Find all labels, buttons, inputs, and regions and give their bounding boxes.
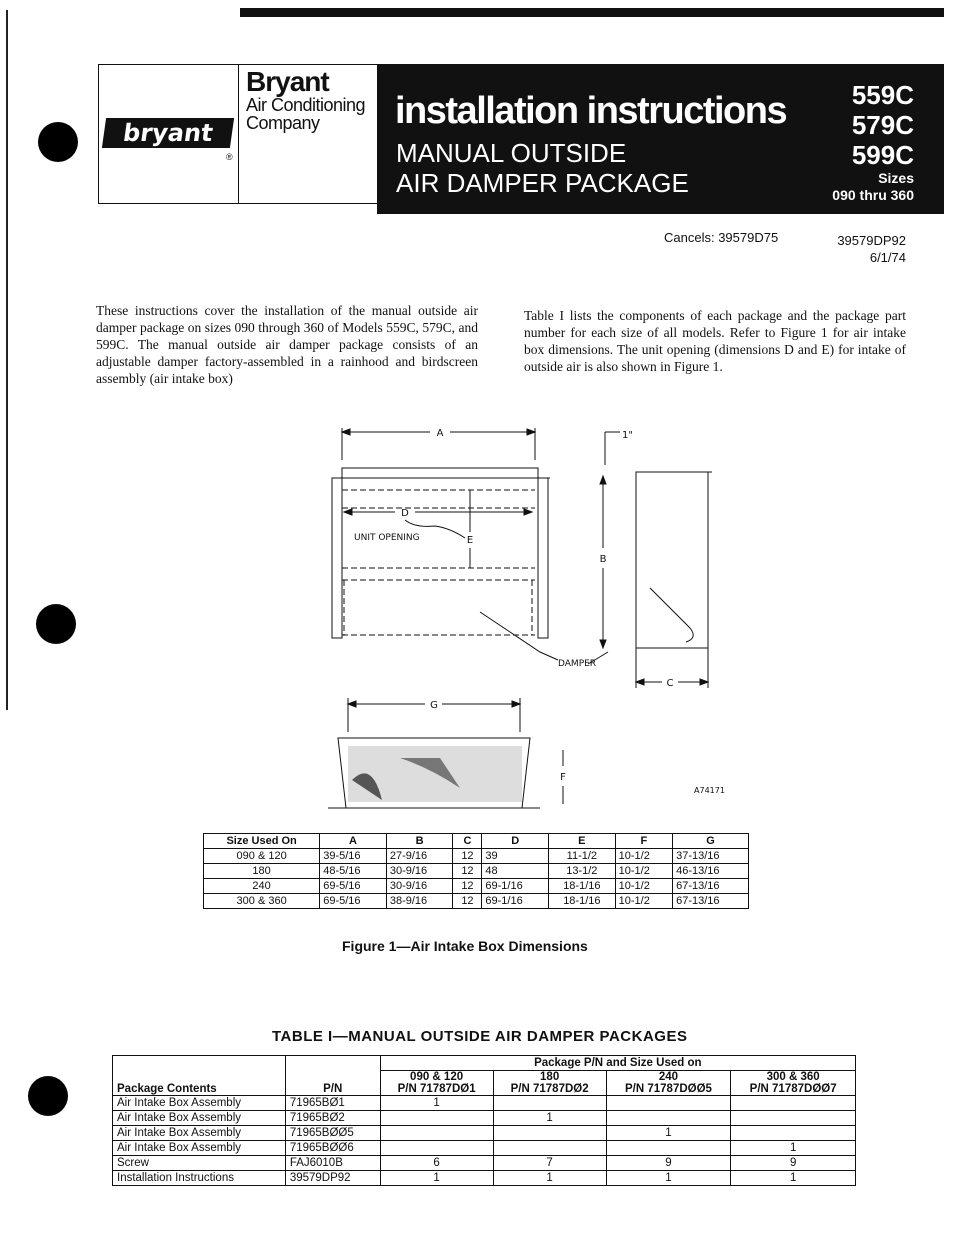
subtitle-line2: AIR DAMPER PACKAGE	[396, 168, 689, 198]
punch-hole-icon	[38, 122, 78, 162]
sizes-range: 090 thru 360	[832, 187, 914, 203]
cell: 12	[453, 864, 482, 879]
cell	[493, 1141, 606, 1156]
cell: 10-1/2	[615, 849, 672, 864]
cell: 39	[482, 849, 549, 864]
label-b: B	[599, 554, 607, 565]
dimension-table-header	[204, 834, 749, 849]
cell: 1	[606, 1126, 731, 1141]
cell: 11-1/2	[549, 849, 616, 864]
doc-id	[837, 232, 906, 266]
cell: 69-1/16	[482, 894, 549, 909]
label-f: F	[560, 772, 566, 783]
model-3: 599C	[851, 140, 914, 170]
table-row	[113, 1141, 856, 1156]
table-row	[204, 879, 749, 894]
col-size-1	[380, 1071, 493, 1096]
cell: Air Intake Box Assembly	[113, 1111, 286, 1126]
col-pn: P/N	[285, 1056, 380, 1096]
label-d: D	[401, 508, 409, 519]
label-g: G	[430, 700, 438, 711]
cell: 240	[204, 879, 320, 894]
top-view	[328, 698, 566, 808]
group-header: Package P/N and Size Used on	[380, 1056, 855, 1071]
package-table-group-header	[113, 1056, 856, 1071]
cell: 12	[453, 879, 482, 894]
cell: 39-5/16	[320, 849, 387, 864]
cell: 27-9/16	[386, 849, 453, 864]
cell: Air Intake Box Assembly	[113, 1126, 286, 1141]
cell: 9	[606, 1156, 731, 1171]
company-block	[246, 68, 365, 132]
col-g: G	[673, 834, 749, 849]
label-one-inch: 1"	[622, 430, 633, 441]
cell: Installation Instructions	[113, 1171, 286, 1186]
label-e: E	[466, 535, 474, 546]
col-size-4	[731, 1071, 856, 1096]
cell: 1	[606, 1171, 731, 1186]
cell: 37-13/16	[673, 849, 749, 864]
model-list	[832, 80, 914, 204]
cell: 180	[204, 864, 320, 879]
col-a: A	[320, 834, 387, 849]
cell: 7	[493, 1156, 606, 1171]
cell: 10-1/2	[615, 864, 672, 879]
col-e: E	[549, 834, 616, 849]
page-subtitle	[396, 138, 689, 198]
cell: 1	[380, 1171, 493, 1186]
cell: 12	[453, 849, 482, 864]
cell: 30-9/16	[386, 864, 453, 879]
package-table	[112, 1055, 856, 1186]
cell: 39579DP92	[285, 1171, 380, 1186]
size-label: 090 & 120	[410, 1071, 464, 1083]
cell: 090 & 120	[204, 849, 320, 864]
cell	[731, 1126, 856, 1141]
col-d: D	[482, 834, 549, 849]
doc-number: 39579DP92	[837, 233, 906, 248]
cell	[731, 1111, 856, 1126]
side-view	[588, 430, 712, 689]
col-package-contents: Package Contents	[113, 1056, 286, 1096]
dimension-table	[203, 833, 749, 909]
punch-hole-icon	[36, 604, 76, 644]
col-size: Size Used On	[204, 834, 320, 849]
company-line1: Air Conditioning	[246, 95, 366, 115]
company-line2: Company	[246, 113, 320, 133]
figure-caption: Figure 1—Air Intake Box Dimensions	[342, 938, 588, 954]
cancels-note: Cancels: 39579D75	[664, 230, 779, 245]
sizes-label: Sizes	[878, 170, 914, 186]
size-pn: P/N 71787DØ1	[397, 1083, 476, 1095]
cell: 48	[482, 864, 549, 879]
cell: 67-13/16	[673, 894, 749, 909]
cell: 67-13/16	[673, 879, 749, 894]
table-title: TABLE I—MANUAL OUTSIDE AIR DAMPER PACKAGES	[272, 1028, 688, 1045]
subtitle-line1: MANUAL OUTSIDE	[396, 138, 627, 168]
cell: 69-5/16	[320, 894, 387, 909]
table-row	[204, 894, 749, 909]
company-name: Bryant	[246, 66, 329, 97]
cell: 1	[731, 1141, 856, 1156]
label-unit-opening: UNIT OPENING	[354, 533, 420, 543]
cell: 1	[493, 1111, 606, 1126]
air-intake-box-diagram	[320, 420, 740, 820]
table-row	[204, 864, 749, 879]
cell: 18-1/16	[549, 894, 616, 909]
size-pn: P/N 71787DØ2	[510, 1083, 589, 1095]
cell	[606, 1141, 731, 1156]
left-edge-line	[6, 10, 8, 710]
cell	[606, 1096, 731, 1111]
cell: 300 & 360	[204, 894, 320, 909]
table-row	[113, 1156, 856, 1171]
front-view	[332, 468, 558, 660]
top-rule	[240, 8, 944, 17]
size-pn: P/N 71787DØØ7	[749, 1083, 837, 1095]
cell: 71965BØØ5	[285, 1126, 380, 1141]
drawing-code: A74171	[694, 786, 725, 795]
table-row	[113, 1126, 856, 1141]
table-row	[113, 1096, 856, 1111]
logo-text: bryant	[121, 119, 215, 147]
cell	[380, 1141, 493, 1156]
cell: 9	[731, 1156, 856, 1171]
cell	[380, 1111, 493, 1126]
cell: Air Intake Box Assembly	[113, 1141, 286, 1156]
cell: 48-5/16	[320, 864, 387, 879]
cell: 6	[380, 1156, 493, 1171]
label-a: A	[436, 428, 444, 439]
label-c: C	[666, 678, 674, 689]
table-reference-paragraph: Table I lists the components of each package and the package part number for each size of all models. Refer to Figure 1 for air intake box dimensions. The unit opening (dimensions D and E) for intake of outside air is also shown in Figure 1.	[524, 308, 906, 374]
registered-mark: ®	[226, 152, 233, 162]
punch-hole-icon	[28, 1076, 68, 1116]
cell: 18-1/16	[549, 879, 616, 894]
size-label: 300 & 360	[766, 1071, 820, 1083]
cell	[731, 1096, 856, 1111]
cell: 1	[380, 1096, 493, 1111]
label-damper: DAMPER	[558, 659, 597, 669]
col-size-2	[493, 1071, 606, 1096]
cell	[380, 1126, 493, 1141]
col-b: B	[386, 834, 453, 849]
doc-date: 6/1/74	[869, 250, 906, 265]
cell: 30-9/16	[386, 879, 453, 894]
size-label: 240	[658, 1071, 679, 1083]
cell: Screw	[113, 1156, 286, 1171]
cell: FAJ6010B	[285, 1156, 380, 1171]
cell: 12	[453, 894, 482, 909]
cell: Air Intake Box Assembly	[113, 1096, 286, 1111]
cell: 1	[731, 1171, 856, 1186]
cell: 13-1/2	[549, 864, 616, 879]
col-f: F	[615, 834, 672, 849]
model-2: 579C	[851, 110, 914, 140]
col-c: C	[453, 834, 482, 849]
cell: 10-1/2	[615, 894, 672, 909]
table-row	[204, 849, 749, 864]
cell: 10-1/2	[615, 879, 672, 894]
cell: 46-13/16	[673, 864, 749, 879]
cell	[493, 1096, 606, 1111]
model-1: 559C	[851, 80, 914, 110]
cell: 71965BØ1	[285, 1096, 380, 1111]
cell: 71965BØØ6	[285, 1141, 380, 1156]
cell: 1	[493, 1171, 606, 1186]
cell: 69-5/16	[320, 879, 387, 894]
cell	[493, 1126, 606, 1141]
bryant-logo	[102, 118, 234, 148]
page-title: installation instructions	[395, 90, 787, 132]
dimension-a	[342, 428, 535, 460]
cell: 38-9/16	[386, 894, 453, 909]
table-row	[113, 1111, 856, 1126]
size-label: 180	[540, 1071, 560, 1083]
cell: 71965BØ2	[285, 1111, 380, 1126]
table-row	[113, 1171, 856, 1186]
cell	[606, 1111, 731, 1126]
cell: 69-1/16	[482, 879, 549, 894]
intro-paragraph: These instructions cover the installation of the manual outside air damper package on sizes 090 through 360 of Models 559C, 579C, and 599C. The manual outside air damper package consists of an adjustable damper factory-assembled in a rainhood and birdscreen assembly (air intake box)	[96, 303, 478, 386]
col-size-3	[606, 1071, 731, 1096]
size-pn: P/N 71787DØØ5	[625, 1083, 712, 1095]
